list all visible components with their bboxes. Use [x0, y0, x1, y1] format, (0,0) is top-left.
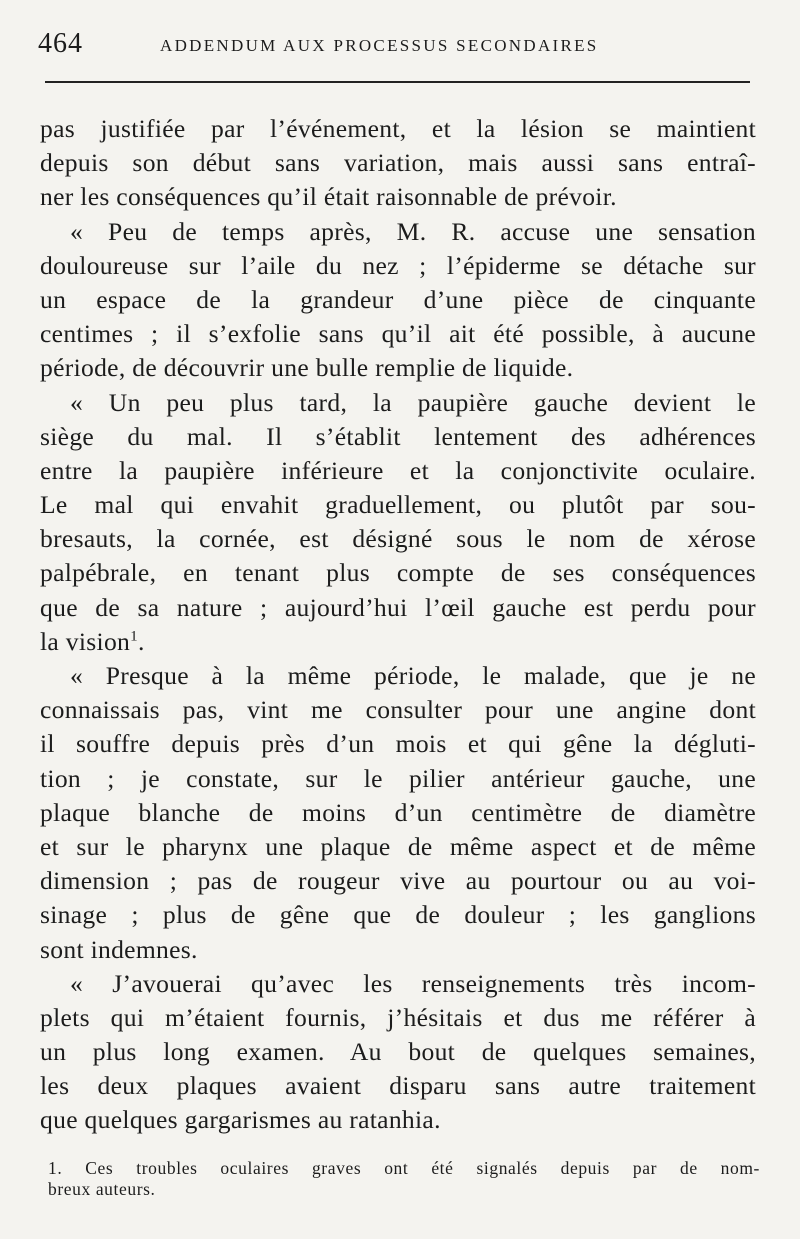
text-line: entre la paupière inférieure et la conjonctivite oculaire. — [40, 455, 756, 485]
page-header — [38, 28, 758, 68]
footnote-marker-suffix: . — [137, 626, 145, 656]
text-line: sont indemnes. — [40, 934, 198, 964]
text-line: plaque blanche de moins d’un centimètre de diamètre — [40, 797, 756, 827]
text-line: connaissais pas, vint me consulter pour une angine dont — [40, 695, 756, 725]
text-line: Le mal qui envahit graduellement, ou plutôt par sou- — [40, 490, 756, 520]
text-line: bresauts, la cornée, est désigné sous le nom de xérose — [40, 524, 756, 554]
footnote-line: breux auteurs. — [48, 1179, 156, 1199]
text-line: siège du mal. Il s’établit lentement des adhérences — [40, 421, 756, 451]
text-line: et sur le pharynx une plaque de même aspect et de même — [40, 831, 756, 861]
footnote — [48, 1158, 760, 1200]
text-line: un espace de la grandeur d’une pièce de cinquante — [40, 284, 756, 314]
text-line: depuis son début sans variation, mais aussi sans entraî- — [40, 148, 756, 178]
footnote-marker: 1 — [130, 628, 138, 645]
text-line: ner les conséquences qu’il était raisonnable de prévoir. — [40, 182, 617, 212]
header-rule — [45, 81, 750, 83]
text-line: que de sa nature ; aujourd’hui l’œil gauche est perdu pour — [40, 592, 756, 622]
text-line: palpébrale, en tenant plus compte de ses conséquences — [40, 558, 756, 588]
text-line: pas justifiée par l’événement, et la lésion se maintient — [40, 114, 756, 143]
running-head: ADDENDUM AUX PROCESSUS SECONDAIRES — [160, 36, 599, 55]
text-line-content: la vision — [40, 626, 131, 656]
text-line: « Un peu plus tard, la paupière gauche devient le — [70, 387, 756, 417]
text-line: un plus long examen. Au bout de quelques semaines, — [40, 1037, 756, 1067]
text-line: « Presque à la même période, le malade, que je ne — [70, 661, 756, 690]
footnote-line: 1. Ces troubles oculaires graves ont été signalés depuis par de nom- — [48, 1158, 760, 1178]
page-number: 464 — [38, 28, 83, 59]
text-line: les deux plaques avaient disparu sans autre traitement — [40, 1071, 756, 1101]
body-text — [40, 112, 760, 1138]
text-line — [40, 625, 756, 659]
text-line: que quelques gargarismes au ratanhia. — [40, 1105, 441, 1135]
text-line: plets qui m’étaient fournis, j’hésitais et dus me référer à — [40, 1002, 756, 1032]
text-line: douloureuse sur l’aile du nez ; l’épiderme se détache sur — [40, 250, 756, 280]
text-line: période, de découvrir une bulle remplie de liquide. — [40, 353, 574, 383]
text-line: dimension ; pas de rougeur vive au pourtour ou au voi- — [40, 866, 756, 896]
text-line: tion ; je constate, sur le pilier antérieur gauche, une — [40, 763, 756, 793]
text-line: « J’avouerai qu’avec les renseignements très incom- — [70, 968, 756, 998]
text-line: sinage ; plus de gêne que de douleur ; les ganglions — [40, 900, 756, 930]
text-line: « Peu de temps après, M. R. accuse une sensation — [70, 216, 756, 246]
text-line: centimes ; il s’exfolie sans qu’il ait été possible, à aucune — [40, 319, 756, 349]
text-line: il souffre depuis près d’un mois et qui gêne la dégluti- — [40, 729, 756, 759]
